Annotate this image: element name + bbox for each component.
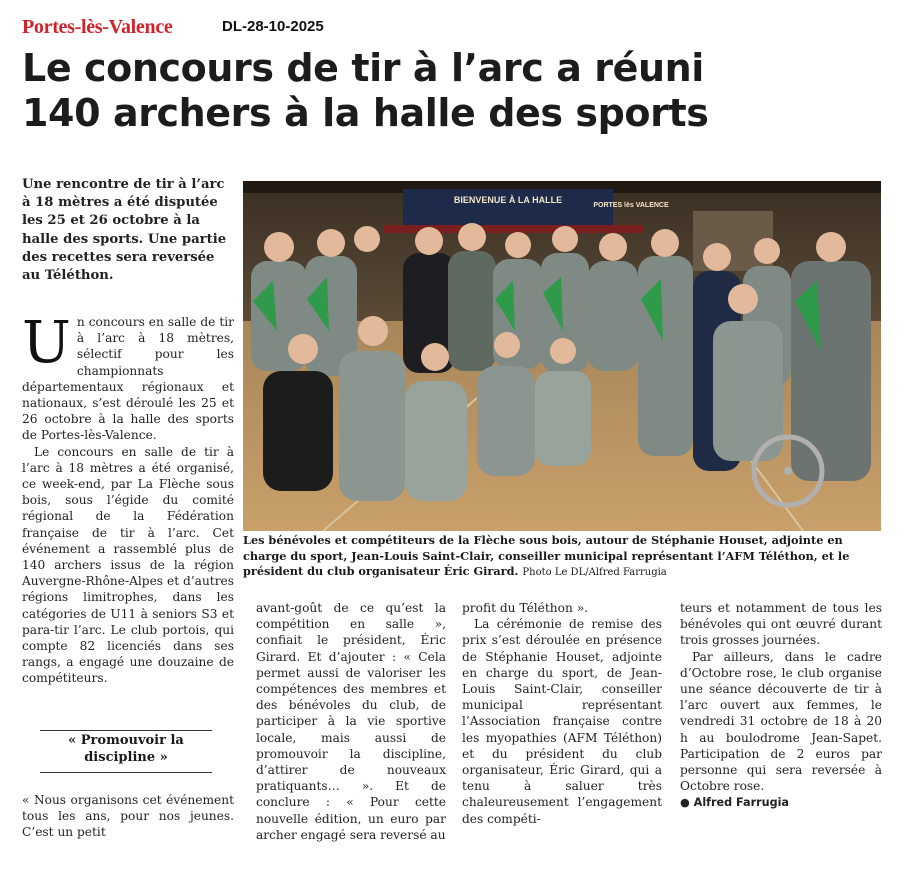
subhead-rule-bottom (40, 772, 212, 773)
author-signature (680, 794, 882, 811)
article-lead: Une rencontre de tir à l’arc à 18 mètres a été disputée les 25 et 26 octobre à la halle des sports. Une partie des recettes sera reversée au Téléthon. (22, 177, 227, 284)
paragraph-intro-text: n concours en salle de tir à l’arc à 18 mètres, sélectif pour les championnats départementaux régionaux et nationaux, s’est déroulé les 25 et 26 octobre à la halle des sports de Portes-lès-Valence. (22, 315, 234, 443)
subhead-rule-top (40, 730, 212, 731)
paragraph-intro (22, 308, 234, 444)
column-2 (256, 600, 446, 843)
caption-text: Les bénévoles et compétiteurs de la Flèche sous bois, autour de Stéphanie Houset, adjointe en charge du sport, Jean-Louis Saint-Clair, conseiller municipal représentant l’AFM Téléthon, et le président du club organisateur Éric Girard. (243, 533, 850, 578)
paragraph-volunteers: teurs et notamment de tous les bénévoles qui ont œuvré durant trois grosses journées. (680, 601, 882, 648)
photo-credit: Photo Le DL/Alfred Farrugia (522, 567, 667, 578)
headline-line-1: Le concours de tir à l’arc a réuni (22, 46, 704, 90)
headline-line-2: 140 archers à la halle des sports (22, 91, 709, 135)
paragraph-quote-start: « Nous organisons cet événement tous les ans, pour nos jeunes. C’est un petit (22, 793, 234, 840)
paragraph-president-quote: avant-goût de ce qu’est la compétition en salle », confiait le président, Éric Girard. Et d’ajouter : « Cela permet aussi de valoriser les compétences des membres et des bénévoles du club, de participer à la vie sportive locale, mais aussi de promouvoir la discipline, d’attirer de nouveaux pratiquants… ». Et de conclure : « Pour cette nouvelle édition, un euro par archer engagé sera reversé au (256, 601, 446, 842)
paragraph-organisation: Le concours en salle de tir à l’arc à 18 mètres a été organisé, ce week-end, par La Flèche sous bois, sous l’égide du comité régional de la Fédération française de tir à l’arc. Cet événement a rassemblé plus de 140 archers issus de la région Auvergne-Rhône-Alpes et d’autres régions limitrophes, dans les catégories de U11 à seniors S3 et para-tir l’arc. Le club portois, qui compte 82 licenciés dans ses rangs, a engagé une douzaine de compétiteurs. (22, 444, 234, 686)
column-1 (22, 308, 234, 687)
location-kicker: Portes-lès-Valence (22, 16, 173, 38)
paragraph-telethon: profit du Téléthon ». (462, 601, 589, 615)
team-photo-illustration (243, 181, 881, 531)
article-headline (22, 46, 892, 136)
photo-caption (243, 533, 883, 581)
signature-bullet: ● (680, 796, 694, 810)
column-1-continued (22, 792, 234, 841)
source-reference: DL-28-10-2025 (222, 18, 324, 35)
signature-name: Alfred Farrugia (693, 796, 789, 810)
column-4 (680, 600, 882, 812)
paragraph-ceremony: La cérémonie de remise des prix s’est déroulée en présence de Stéphanie Houset, adjointe en charge du sport, de Jean-Louis Saint-Clair, conseiller municipal représentant l’Association française contre les myopathies (AFM Téléthon) et du président du club organisateur, Éric Girard, qui a tenu à saluer très chaleureusement l’engagement des compéti- (462, 617, 662, 826)
drop-cap: U (22, 308, 71, 376)
banner-side-text: PORTES lès VALENCE (593, 202, 669, 209)
section-subhead: « Promouvoir la discipline » (68, 733, 184, 765)
column-3 (462, 600, 662, 827)
team-photo (243, 181, 881, 531)
paragraph-octobre-rose: Par ailleurs, dans le cadre d’Octobre rose, le club organise une séance découverte de tir à l’arc ouvert aux femmes, le vendredi 31 octobre de 18 à 20 h au boulodrome Jean-Sapet. Participation de 2 euros par personne qui sera reversée à Octobre rose. (680, 649, 882, 794)
banner-text: BIENVENUE À LA HALLE (453, 195, 563, 205)
